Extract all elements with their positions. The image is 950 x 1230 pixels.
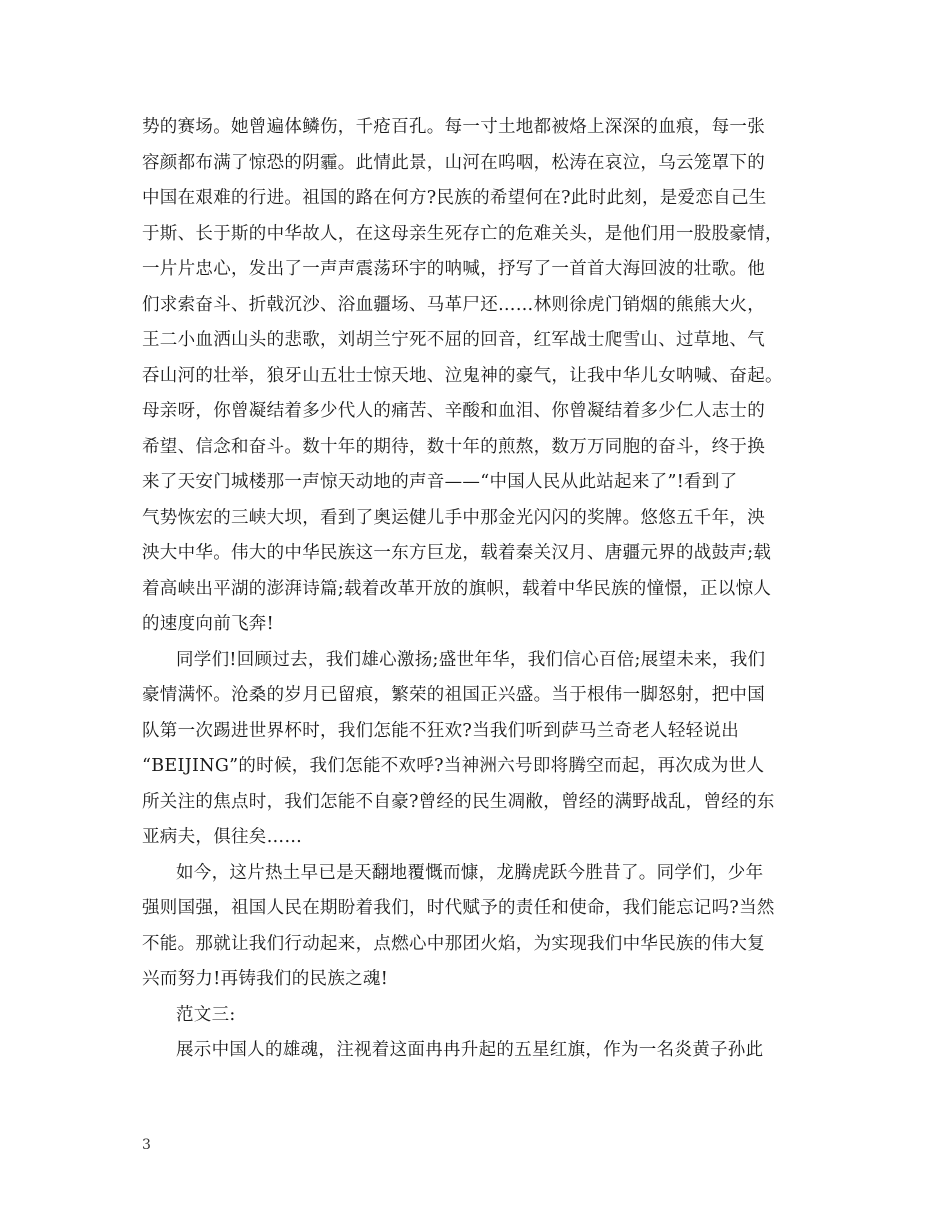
text-line: 展示中国人的雄魂，注视着这面冉冉升起的五星红旗，作为一名炎黄子孙此 (176, 1040, 764, 1060)
text-line: 所关注的焦点时，我们怎能不自豪?曾经的民生凋敝，曾经的满野战乱，曾经的东 (142, 791, 775, 812)
text-line: 着高峡出平湖的澎湃诗篇;载着改革开放的旗帜，载着中华民族的憧憬，正以惊人 (142, 578, 772, 599)
text-line: “BEIJING”的时候，我们怎能不欢呼?当神洲六号即将腾空而起，再次成为世人 (142, 756, 765, 776)
text-line: 兴而努力!再铸我们的民族之魂! (142, 969, 389, 989)
text-line: 范文三: (176, 1004, 236, 1025)
text-line: 强则国强，祖国人民在期盼着我们，时代赋予的责任和使命，我们能忘记吗?当然 (142, 898, 775, 918)
text-line: 亚病夫，俱往矣…… (142, 827, 303, 847)
text-line: 不能。那就让我们行动起来，点燃心中那团火焰，为实现我们中华民族的伟大复 (142, 933, 765, 954)
text-line: 气势恢宏的三峡大坝，看到了奥运健儿手中那金光闪闪的奖牌。悠悠五千年，泱 (142, 507, 765, 528)
text-line: 势的赛场。她曾遍体鳞伤，千疮百孔。每一寸土地都被烙上深深的血痕，每一张 (142, 117, 765, 137)
text-line: 队第一次踢进世界杯时，我们怎能不狂欢?当我们听到萨马兰奇老人轻轻说出 (142, 720, 740, 741)
text-line: 如今，这片热土早已是天翻地覆慨而慷，龙腾虎跃今胜昔了。同学们，少年 (176, 862, 764, 883)
text-line: 豪情满怀。沧桑的岁月已留痕，繁荣的祖国正兴盛。当于根伟一脚怒射，把中国 (142, 685, 765, 705)
text-line: 的速度向前飞奔! (142, 614, 274, 634)
text-line: 中国在艰难的行进。祖国的路在何方?民族的希望何在?此时此刻，是爱恋自己生 (142, 188, 767, 208)
text-line: 容颜都布满了惊恐的阴霾。此情此景，山河在呜咽，松涛在哀泣，乌云笼罩下的 (142, 152, 765, 173)
text-line: 一片片忠心，发出了一声声震荡环宇的呐喊，抒写了一首首大海回波的壮歌。他 (142, 259, 765, 279)
body-text (142, 110, 812, 1069)
text-line: 于斯、长于斯的中华故人，在这母亲生死存亡的危难关头，是他们用一股股豪情， (142, 223, 783, 244)
text-line: 同学们!回顾过去，我们雄心激扬;盛世年华，我们信心百倍;展望未来，我们 (176, 649, 766, 670)
text-line: 们求索奋斗、折戟沉沙、浴血疆场、马革尸还……林则徐虎门销烟的熊熊大火， (142, 294, 765, 315)
text-line: 王二小血洒山头的悲歌，刘胡兰宁死不屈的回音，红军战士爬雪山、过草地、气 (142, 330, 765, 350)
page-number: 3 (142, 1137, 151, 1153)
text-line: 母亲呀，你曾凝结着多少代人的痛苦、辛酸和血泪、你曾凝结着多少仁人志士的 (142, 401, 765, 421)
text-line: 泱大中华。伟大的中华民族这一东方巨龙，载着秦关汉月、唐疆元界的战鼓声;载 (142, 543, 772, 563)
text-line: 希望、信念和奋斗。数十年的期待，数十年的煎熬，数万万同胞的奋斗，终于换 (142, 436, 765, 457)
text-line: 来了天安门城楼那一声惊天动地的声音——“中国人民从此站起来了”!看到了 (142, 472, 738, 492)
text-line: 吞山河的壮举，狼牙山五壮士惊天地、泣鬼神的豪气，让我中华儿女呐喊、奋起。 (142, 365, 783, 386)
